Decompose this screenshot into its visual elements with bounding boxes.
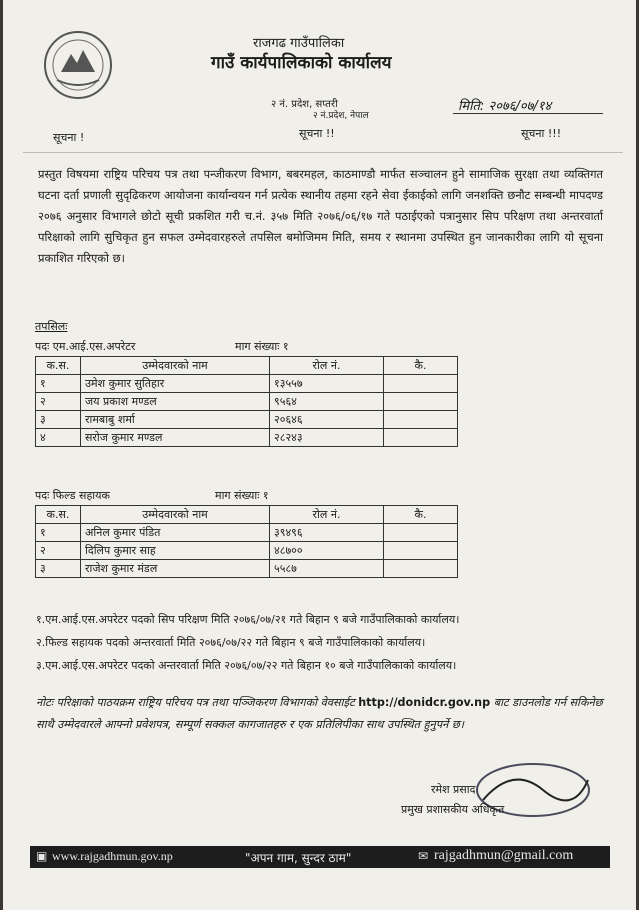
col-roll: रोल नं. xyxy=(270,357,384,375)
cell-remarks xyxy=(384,411,458,429)
signatory-title: प्रमुख प्रशासकीय अधिकृत xyxy=(401,803,505,816)
municipality-name: राजगढ गाउँपालिका xyxy=(253,36,345,51)
cell-sn: ४ xyxy=(36,429,81,447)
candidate-table-field xyxy=(35,505,458,578)
cell-sn: २ xyxy=(36,393,81,411)
cell-roll: १३५५७ xyxy=(270,375,384,393)
cell-remarks xyxy=(384,524,458,542)
cell-name: अनिल कुमार पंडित xyxy=(81,524,270,542)
table-header-row xyxy=(36,357,458,375)
table-row xyxy=(36,560,458,578)
demand-label-mis: माग संख्याः १ xyxy=(235,340,289,353)
table-header-row xyxy=(36,506,458,524)
demand-label-field: माग संख्याः १ xyxy=(215,489,269,502)
cell-name: उमेश कुमार सुतिहार xyxy=(81,375,270,393)
col-remarks: कै. xyxy=(384,506,458,524)
table-row xyxy=(36,375,458,393)
address-line-2: २ नं.प्रदेश, नेपाल xyxy=(313,111,369,121)
cell-name: दिलिप कुमार साह xyxy=(81,542,270,560)
notice-label-3: सूचना !!! xyxy=(521,127,562,140)
col-sn: क.स. xyxy=(36,357,81,375)
table-row xyxy=(36,429,458,447)
cell-sn: ३ xyxy=(36,560,81,578)
footer-email[interactable]: rajgadhmun@gmail.com xyxy=(434,848,574,863)
footer-website[interactable]: www.rajgadhmun.gov.np xyxy=(52,849,173,863)
footer-slogan: "अपन गाम, सुन्दर ठाम" xyxy=(245,851,352,865)
schedule-item-2: २.फिल्ड सहायक पदको अन्तरवार्ता मिति २०७६/०७/२२ गते बिहान ९ बजे गाउँपालिकाको कार्यालय। xyxy=(36,636,426,649)
cell-roll: ९५६४ xyxy=(270,393,384,411)
post-label-field: पदः फिल्ड सहायक xyxy=(35,489,110,502)
col-name: उम्मेदवारको नाम xyxy=(81,357,270,375)
notice-label-2: सूचना !! xyxy=(299,127,335,140)
table-row xyxy=(36,524,458,542)
issue-date: मिति: २०७६/०७/१४ xyxy=(458,99,552,114)
table-row xyxy=(36,393,458,411)
post-label-mis: पदः एम.आई.एस.अपरेटर xyxy=(35,340,136,353)
note-suffix: बाट डाउनलोड गर्न सकिनेछ साथै उम्मेदवारले आफ्नो प्रवेशपत्र, सम्पूर्ण सक्कल कागजातहरु र एक प्रतिलिपीका साथ उपस्थित हुनुपर्ने छ। xyxy=(36,696,603,731)
cell-roll: ४८७०० xyxy=(270,542,384,560)
cell-roll: २८२४३ xyxy=(270,429,384,447)
notice-label-1: सूचना ! xyxy=(53,131,85,144)
col-sn: क.स. xyxy=(36,506,81,524)
candidate-table-mis xyxy=(35,356,458,447)
cell-name: जय प्रकाश मण्डल xyxy=(81,393,270,411)
cell-roll: ३९४९६ xyxy=(270,524,384,542)
cell-sn: २ xyxy=(36,542,81,560)
cell-name: रामबाबु शर्मा xyxy=(81,411,270,429)
address-line-1: २ नं. प्रदेश, सप्तरी xyxy=(271,99,338,110)
table-row xyxy=(36,542,458,560)
cell-sn: १ xyxy=(36,375,81,393)
signatory-name: रमेश प्रसाद xyxy=(431,783,476,796)
cell-roll: २०६४६ xyxy=(270,411,384,429)
notice-document xyxy=(3,0,636,910)
cell-name: सरोज कुमार मण्डल xyxy=(81,429,270,447)
cell-remarks xyxy=(384,375,458,393)
website-icon: ▣ xyxy=(36,849,48,863)
notice-body: प्रस्तुत विषयमा राष्ट्रिय परिचय पत्र तथा पन्जीकरण विभाग, बबरमहल, काठमाण्डौ मार्फत सञ्चालन हुने सामाजिक सुरक्षा तथा व्यक्तिगत घटना दर्ता प्रणाली सुदृढिकरण आयोजना कार्यान्वयन गर्न प्रत्येक स्थानीय तहमा रहने सेवा ईकाईको लागि जनशक्ति छनौट सम्बन्धी मापदण्ड २०७६ अनुसार विभागले छोटो सूची प्रकशित गरी च.नं. ३५७ मिति २०७६/०६/१७ गते पठाईएको पत्रानुसार सिप परिक्षण तथा अन्तरवार्ता परिक्षाको लागि सुचिकृत हुन सफल उम्मेदवारहरुले तपसिल बमोजिमम मिति, समय र स्थानमा उपस्थित हुन जानकारीका लागि यो सूचना प्रकाशित गरिएको छ। xyxy=(38,167,603,265)
office-title: गाउँ कार्यपालिकाको कार्यालय xyxy=(211,53,392,73)
table-row xyxy=(36,411,458,429)
cell-roll: ५५८७ xyxy=(270,560,384,578)
schedule-item-1: १.एम.आई.एस.अपरेटर पदको सिप परिक्षण मिति २०७६/०७/२१ गते बिहान ९ बजे गाउँपालिकाको कार्यालय। xyxy=(36,613,460,626)
cell-remarks xyxy=(384,560,458,578)
cell-remarks xyxy=(384,429,458,447)
col-name: उम्मेदवारको नाम xyxy=(81,506,270,524)
cell-name: राजेश कुमार मंडल xyxy=(81,560,270,578)
col-remarks: कै. xyxy=(384,357,458,375)
date-underline xyxy=(453,113,603,114)
note-prefix: नोटः परिक्षाको पाठयक्रम राष्ट्रिय परिचय पत्र तथा पञ्जिकरण विभागको वेवसाईट xyxy=(36,696,355,709)
nepal-emblem-icon xyxy=(43,30,113,100)
cell-remarks xyxy=(384,542,458,560)
note-paragraph xyxy=(36,692,606,736)
schedule-item-3: ३.एम.आई.एस.अपरेटर पदको अन्तरवार्ता मिति २०७६/०७/२२ गते बिहान १० बजे गाउँपालिकाको कार्यालय। xyxy=(36,659,457,672)
cell-remarks xyxy=(384,393,458,411)
footer-bar xyxy=(30,846,610,868)
syllabus-link[interactable]: http://donidcr.gov.np xyxy=(358,696,491,709)
col-roll: रोल नं. xyxy=(270,506,384,524)
cell-sn: १ xyxy=(36,524,81,542)
schedule-heading: तपसिलः xyxy=(35,320,68,333)
mail-icon: ✉ xyxy=(418,849,429,863)
header-divider xyxy=(23,152,623,153)
cell-sn: ३ xyxy=(36,411,81,429)
